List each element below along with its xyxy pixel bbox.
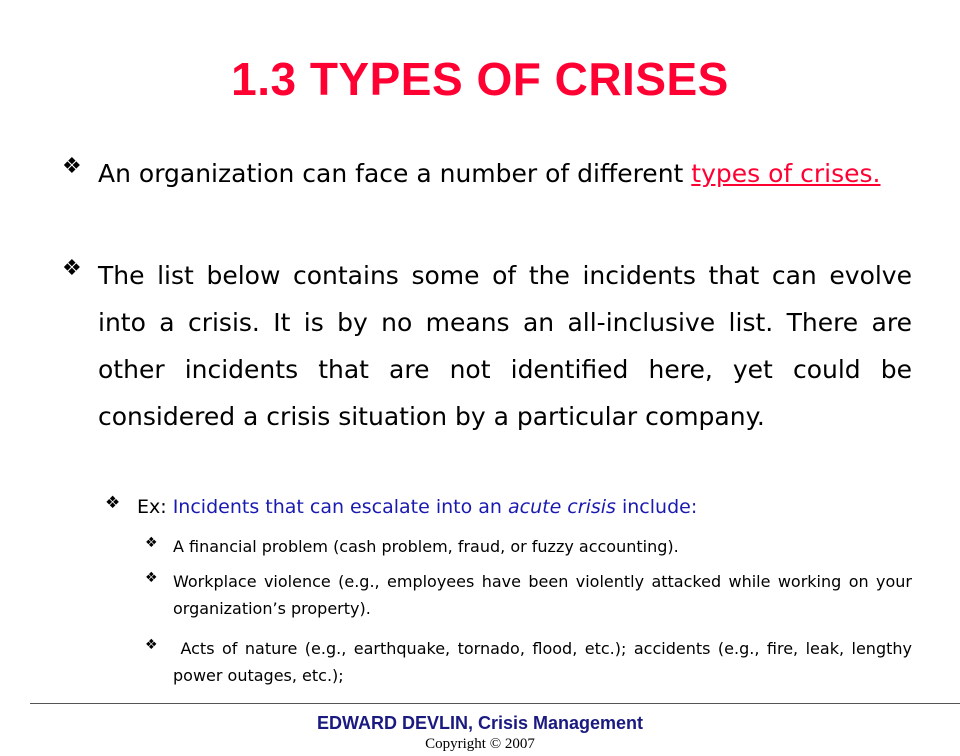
types-of-crises-link[interactable]: types of crises. (691, 159, 881, 188)
diamond-bullet-icon: ❖ (145, 570, 158, 586)
diamond-bullet-icon: ❖ (105, 493, 121, 513)
bullet-text (98, 150, 912, 197)
example-text-after: include: (615, 496, 698, 518)
bullet-incident-list (62, 252, 912, 440)
diamond-bullet-icon: ❖ (145, 637, 158, 653)
bullet-types-of-crises (62, 150, 912, 197)
example-prefix: Ex: (137, 496, 173, 518)
footer-divider (30, 703, 960, 704)
diamond-bullet-icon: ❖ (62, 154, 82, 179)
list-item (145, 635, 918, 689)
example-text (137, 490, 912, 524)
diamond-bullet-icon: ❖ (62, 256, 82, 281)
bullet-text-intro: An organization can face a number of different (98, 159, 692, 188)
footer-copyright: Copyright © 2007 (425, 736, 535, 752)
example-italic: acute crisis (508, 496, 616, 518)
list-item-text: Acts of nature (e.g., earthquake, tornado, flood, etc.); accidents (e.g., fire, leak, lengthy power outages, etc.); (173, 639, 918, 685)
list-item-text: A financial problem (cash problem, fraud, or fuzzy accounting). (173, 537, 679, 556)
bullet-text: The list below contains some of the incidents that can evolve into a crisis. It is by no means an all-inclusive list. There are other incidents that are not identified here, yet could be considered a crisis situation by a particular company. (98, 261, 912, 431)
footer-author: EDWARD DEVLIN, Crisis Management (316, 713, 644, 733)
list-item-text: Workplace violence (e.g., employees have been violently attacked while working on your organization’s property). (173, 572, 912, 618)
list-item (145, 568, 912, 622)
example-heading (105, 490, 912, 524)
list-item (145, 533, 912, 560)
slide-title: 1.3 TYPES OF CRISES (231, 53, 729, 105)
example-text-before: Incidents that can escalate into an (172, 496, 508, 518)
diamond-bullet-icon: ❖ (145, 535, 158, 551)
